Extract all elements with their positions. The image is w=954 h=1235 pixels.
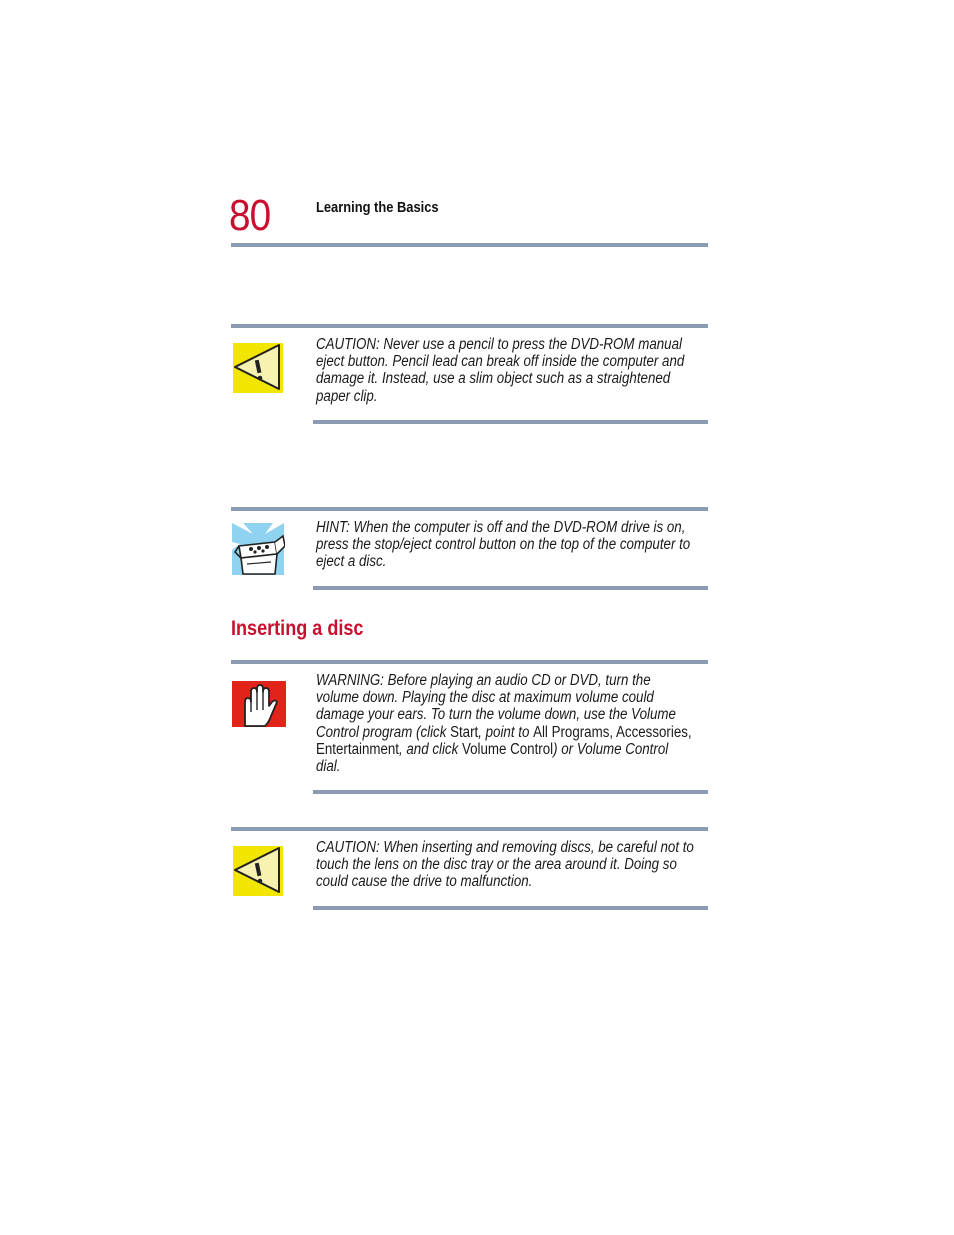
header-rule: [231, 243, 708, 247]
running-head: Learning the Basics: [316, 199, 439, 216]
caution-triangle-icon: [231, 844, 285, 898]
warning-text: WARNING: Before playing an audio CD or DVD, turn the volume down. Playing the disc at maximum volume could damage your ears. To turn the volume down, use the Volume Control program (click Start, point to All Programs, Accessories, Entertainment, and click Volume Control) or Volume Control dial.: [316, 672, 692, 776]
caution-bottom-rule: [313, 420, 708, 424]
warning-bottom-rule: [313, 790, 708, 794]
caution2-bottom-rule: [313, 906, 708, 910]
hint-top-rule: [231, 507, 708, 511]
caution-top-rule: [231, 324, 708, 328]
stop-hand-icon: [231, 680, 287, 728]
volume-control-label: Volume Control: [461, 740, 554, 758]
all-programs-path: All Programs, Accessories, Entertainment: [316, 723, 692, 758]
caution2-text: CAUTION: When inserting and removing discs, be careful not to touch the lens on the disc tray or the area around it. Doing so could cause the drive to malfunction.: [316, 839, 694, 891]
page-number: 80: [229, 191, 271, 240]
warning-top-rule: [231, 660, 708, 664]
caution2-top-rule: [231, 827, 708, 831]
caution-triangle-icon: [231, 341, 285, 395]
section-heading: Inserting a disc: [231, 617, 364, 640]
treasure-chest-icon: [231, 522, 285, 576]
hint-bottom-rule: [313, 586, 708, 590]
start-menu-label: Start: [450, 723, 479, 741]
caution-text: CAUTION: Never use a pencil to press the DVD-ROM manual eject button. Pencil lead can break off inside the computer and damage it. Instead, use a slim object such as a straightened paper clip.: [316, 336, 685, 405]
hint-text: HINT: When the computer is off and the DVD-ROM drive is on, press the stop/eject control button on the top of the computer to eject a disc.: [316, 519, 691, 571]
